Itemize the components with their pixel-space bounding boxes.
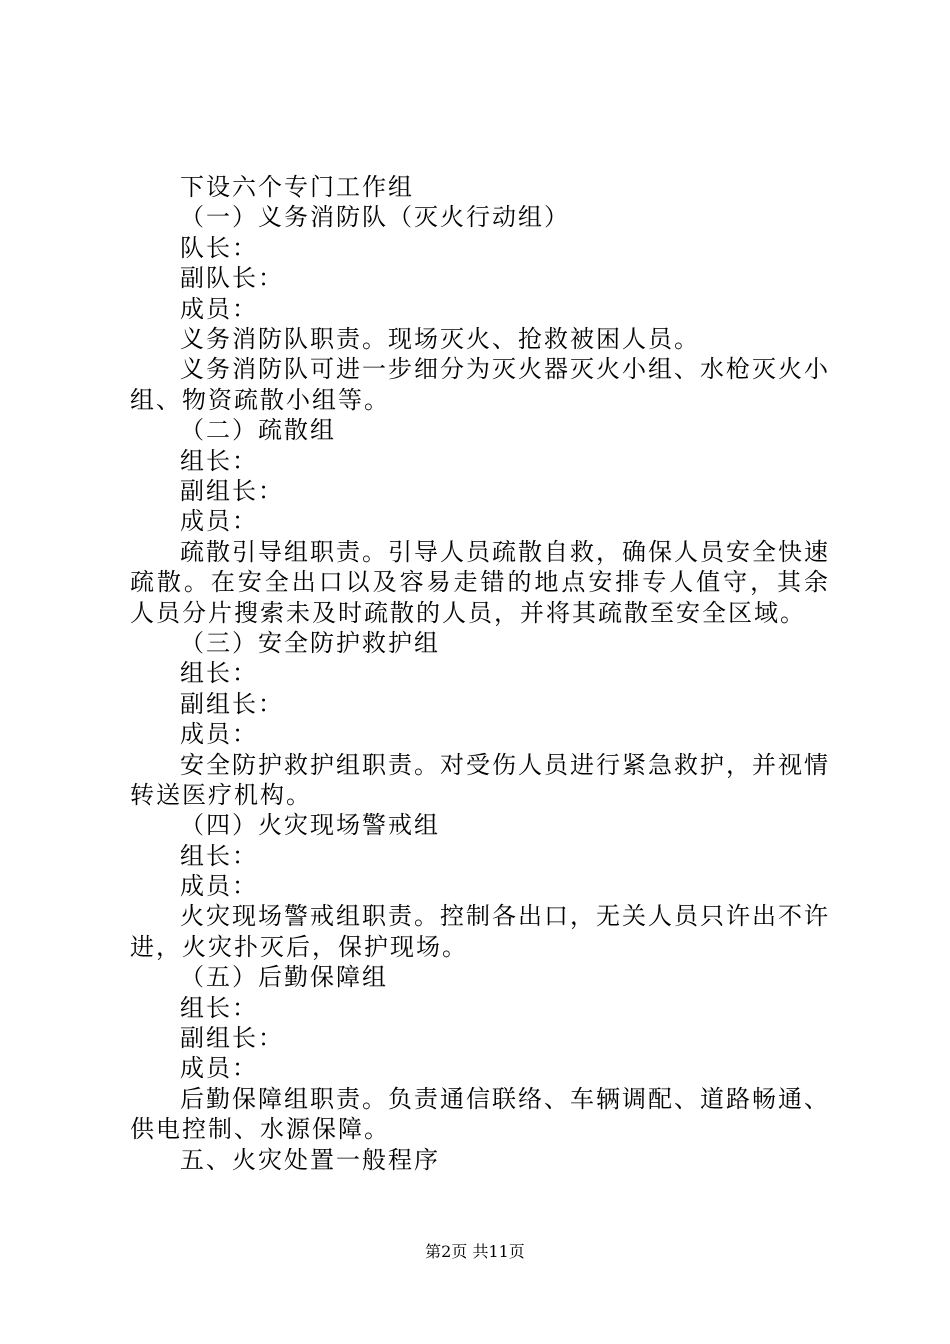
- group-5-leader: 组长：: [180, 993, 258, 1022]
- group-4-leader: 组长：: [180, 841, 258, 870]
- group-3-deputy-leader: 副组长：: [180, 689, 284, 718]
- group-2-leader: 组长：: [180, 446, 258, 475]
- group-3-leader: 组长：: [180, 659, 258, 688]
- group-4-heading: （四）火灾现场警戒组: [180, 811, 440, 840]
- group-1-heading: （一）义务消防队（灭火行动组）: [180, 203, 570, 232]
- group-3-members: 成员：: [180, 720, 258, 749]
- group-1-subdivision-paragraph: 义务消防队可进一步细分为灭火器灭火小组、水枪灭火小组、物资疏散小组等。: [130, 355, 830, 414]
- group-2-deputy-leader: 副组长：: [180, 476, 284, 505]
- group-3-heading: （三）安全防护救护组: [180, 628, 440, 657]
- group-5-heading: （五）后勤保障组: [180, 963, 388, 992]
- group-4-members: 成员：: [180, 872, 258, 901]
- page-number-footer: 第2页 共11页: [425, 1242, 525, 1261]
- section-intro-heading: 下设六个专门工作组: [180, 173, 414, 201]
- group-3-duty-paragraph: 安全防护救护组职责。对受伤人员进行紧急救护，并视情转送医疗机构。: [130, 750, 830, 809]
- group-5-members: 成员：: [180, 1054, 258, 1083]
- group-4-duty-paragraph: 火灾现场警戒组职责。控制各出口，无关人员只许出不许进，火灾扑灭后，保护现场。: [130, 902, 830, 961]
- group-1-members: 成员：: [180, 294, 258, 323]
- group-1-duty: 义务消防队职责。现场灭火、抢救被困人员。: [180, 324, 700, 353]
- group-5-duty-paragraph: 后勤保障组职责。负责通信联络、车辆调配、道路畅通、供电控制、水源保障。: [130, 1084, 830, 1144]
- group-2-heading: （二）疏散组: [180, 416, 336, 445]
- group-2-duty-paragraph: 疏散引导组职责。引导人员疏散自救，确保人员安全快速疏散。在安全出口以及容易走错的地点安排专人值守，其余人员分片搜索未及时疏散的人员，并将其疏散至安全区域。: [130, 537, 830, 627]
- group-5-deputy-leader: 副组长：: [180, 1024, 284, 1053]
- group-2-members: 成员：: [180, 507, 258, 536]
- document-body: [130, 172, 830, 1175]
- group-1-leader: 队长：: [180, 233, 258, 262]
- section-5-heading: 五、火灾处置一般程序: [180, 1145, 440, 1174]
- group-1-deputy-leader: 副队长：: [180, 264, 284, 293]
